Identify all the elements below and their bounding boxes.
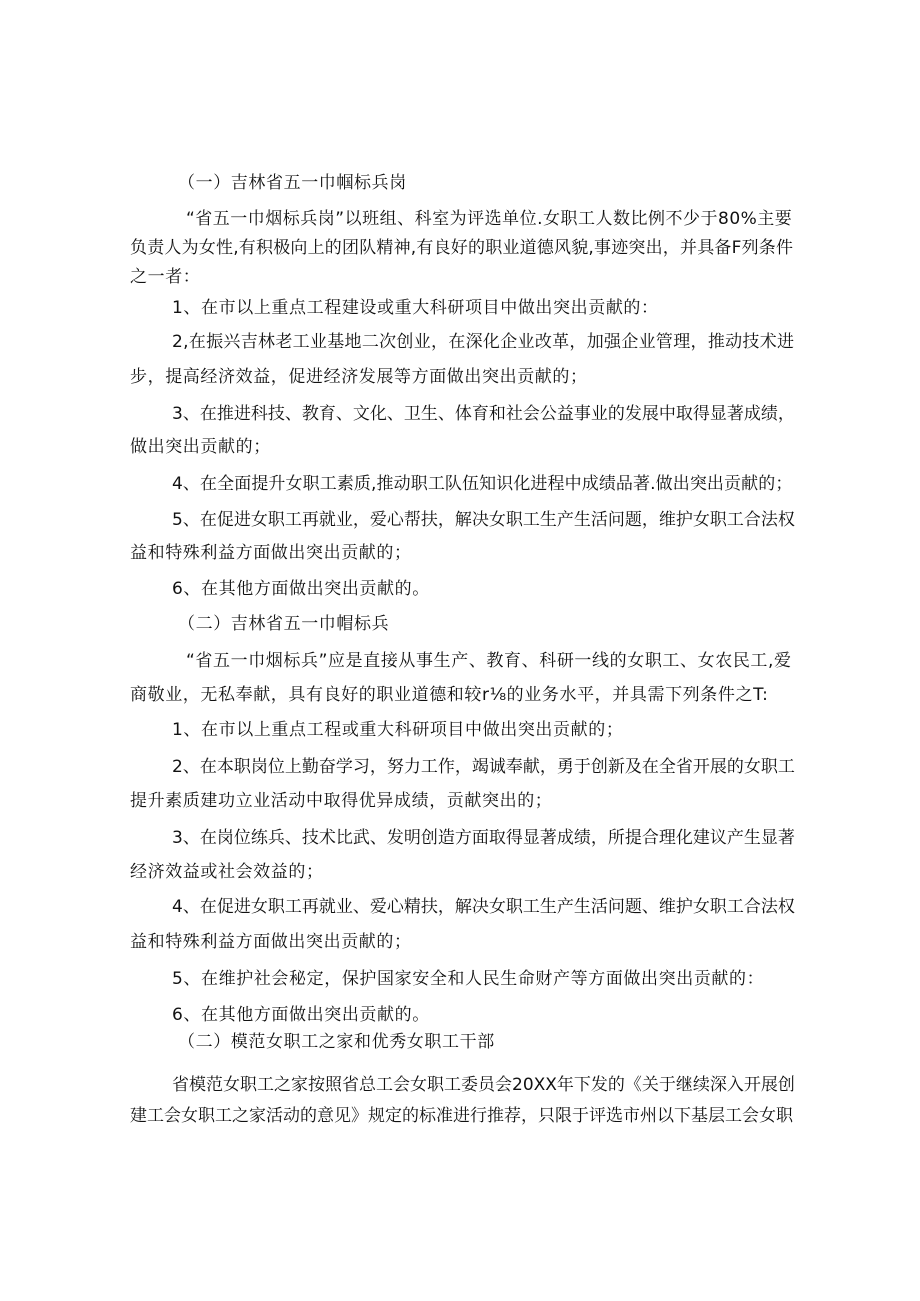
list-item-continuation: 步，提高经济效益，促进经济发展等方面做出突出贡献的； (130, 367, 588, 387)
paragraph-line: 负责人为女性,有积极向上的团队精神,有良好的职业道德风貌,事迹突出，并具备F列条件 (130, 238, 794, 258)
paragraph-line: “省五一巾烟标兵”应是直接从事生产、教育、科研一线的女职工、女农民工,爱 (186, 651, 792, 671)
paragraph-line: 建工会女职工之家活动的意见》规定的标准进行推荐，只限于评选市州以下基层工会女职 (130, 1106, 793, 1126)
section-heading-1: （一）吉林省五一巾帼标兵岗 (178, 173, 407, 193)
paragraph-line: 之一者： (130, 267, 201, 287)
list-item: 4、在全面提升女职工素质,推动职工队伍知识化进程中成绩品著.做出突出贡献的； (172, 474, 793, 494)
section-heading-2: （二）吉林省五一巾帽标兵 (178, 614, 390, 634)
list-item: 1、在市以上重点工程或重大科研项目中做出突出贡献的； (172, 720, 624, 740)
list-item: 3、在岗位练兵、技术比武、发明创造方面取得显著成绩，所提合理化建议产生显著 (172, 828, 795, 848)
list-item: 1、在市以上重点工程建设或重大科研项目中做出突出贡献的： (172, 298, 659, 318)
list-item: 4、在促进女职工再就业、爱心精扶，解决女职工生产生活问题、维护女职工合法权 (172, 897, 795, 917)
list-item-continuation: 益和特殊利益方面做出突出贡献的； (130, 543, 412, 563)
list-item-continuation: 益和特殊利益方面做出突出贡献的； (130, 932, 412, 952)
list-item-continuation: 提升素质建功立业活动中取得优异成绩，贡献突出的； (130, 791, 553, 811)
list-item-continuation: 做出突出贡献的； (130, 437, 271, 457)
paragraph-line: 商敬业，无私奉献，具有良好的职业道德和较r⅛的业务水平，并具需下列条件之T: (130, 685, 769, 705)
section-heading-3: （二）模范女职工之家和优秀女职工干部 (178, 1032, 495, 1052)
list-item: 5、在促进女职工再就业，爱心帮扶，解决女职工生产生活问题，维护女职工合法权 (172, 510, 795, 530)
list-item: 2,在振兴吉林老工业基地二次创业，在深化企业改革，加强企业管理，推动技术进 (172, 332, 795, 352)
list-item: 2、在本职岗位上勤奋学习，努力工作，竭诚奉献，勇于创新及在全省开展的女职工 (172, 757, 795, 777)
list-item-continuation: 经济效益或社会效益的； (130, 862, 324, 882)
list-item: 6、在其他方面做出突出贡献的。 (172, 579, 430, 599)
paragraph-line: “省五一巾烟标兵岗”以班组、科室为评选单位.女职工人数比例不少于80%主要 (186, 209, 793, 229)
paragraph-line: 省模范女职工之家按照省总工会女职工委员会20XX年下发的《关于继续深入开展创 (172, 1075, 795, 1095)
list-item: 5、在维护社会秘定，保护国家安全和人民生命财产等方面做出突出贡献的： (172, 969, 765, 989)
list-item: 6、在其他方面做出突出贡献的。 (172, 1005, 430, 1025)
list-item: 3、在推进科技、教育、文化、卫生、体育和社会公益事业的发展中取得显著成绩， (172, 404, 795, 424)
